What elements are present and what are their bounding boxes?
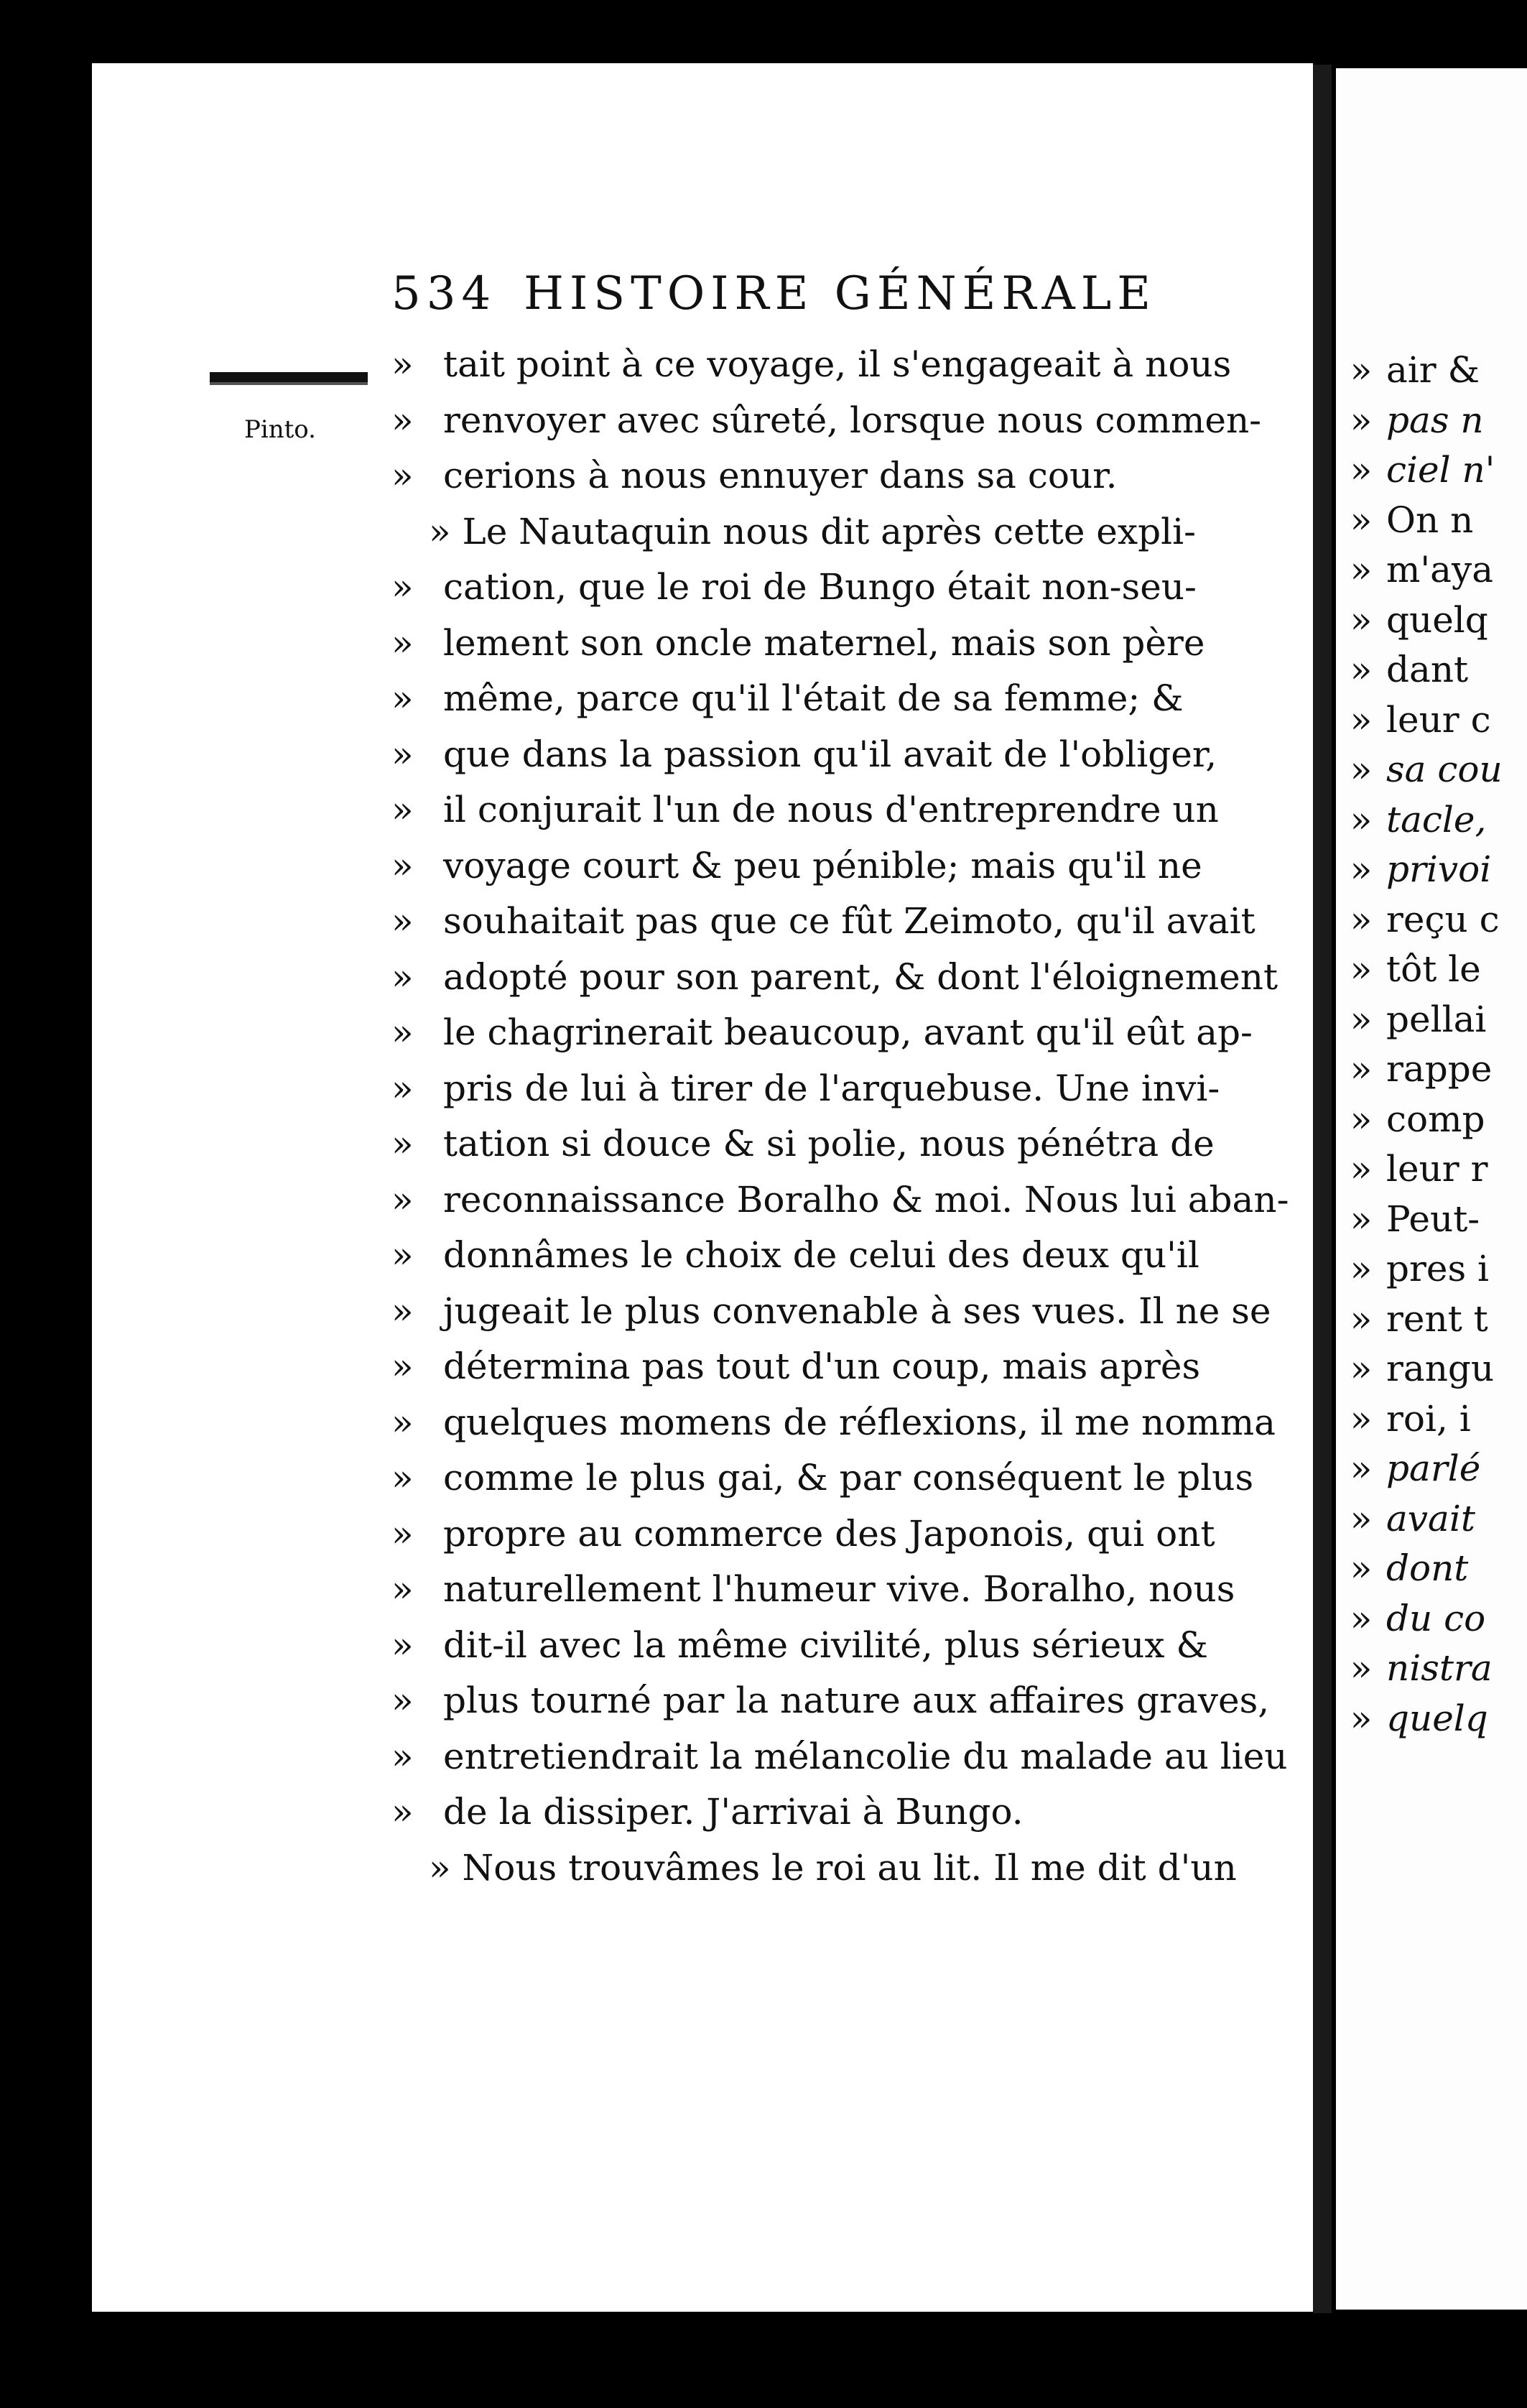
- line-text: tation si douce & si polie, nous pénétra de: [443, 1123, 1215, 1164]
- right-text-line: [1336, 395, 1527, 445]
- text-line: [391, 1674, 1275, 1727]
- line-text: plus tourné par la nature aux affaires graves,: [443, 1680, 1270, 1721]
- text-line: [391, 1117, 1275, 1170]
- text-line: [391, 338, 1275, 391]
- quote-mark: »: [391, 1568, 414, 1610]
- quote-mark: »: [1350, 898, 1373, 940]
- line-text: renvoyer avec sûreté, lorsque nous commen-: [443, 399, 1262, 441]
- line-text: » Le Nautaquin nous dit après cette expli-: [429, 510, 1196, 552]
- line-text: pas n: [1386, 399, 1484, 441]
- quote-mark: »: [391, 399, 414, 441]
- right-text-line: [1336, 495, 1527, 545]
- line-text: comp: [1386, 1098, 1485, 1140]
- quote-mark: »: [391, 1067, 414, 1109]
- right-text-line: [1336, 445, 1527, 495]
- line-text: quelq: [1386, 1697, 1488, 1739]
- quote-mark: »: [1350, 749, 1373, 790]
- quote-mark: »: [391, 1234, 414, 1276]
- quote-mark: »: [391, 1178, 414, 1221]
- line-text: rangu: [1386, 1348, 1495, 1389]
- right-text-line: [1336, 944, 1527, 994]
- right-text-line: [1336, 894, 1527, 945]
- text-line: [391, 783, 1275, 836]
- line-text: tôt le: [1386, 948, 1481, 990]
- quote-mark: »: [391, 1011, 414, 1053]
- line-text: même, parce qu'il l'était de sa femme; &: [443, 677, 1184, 719]
- quote-mark: »: [1350, 1647, 1373, 1689]
- text-line: [391, 1451, 1275, 1504]
- line-text: pris de lui à tirer de l'arquebuse. Une invi-: [443, 1067, 1220, 1109]
- right-text-line: [1336, 1394, 1527, 1444]
- quote-mark: »: [1350, 649, 1373, 690]
- line-text: leur c: [1386, 698, 1491, 741]
- quote-mark: »: [391, 1735, 414, 1777]
- quote-mark: »: [1350, 1597, 1373, 1639]
- line-text: comme le plus gai, & par conséquent le plus: [443, 1457, 1254, 1499]
- text-line: [391, 1340, 1275, 1393]
- right-text-line: [1336, 595, 1527, 645]
- line-text: jugeait le plus convenable à ses vues. Il ne se: [443, 1289, 1271, 1332]
- line-text: souhaitait pas que ce fût Zeimoto, qu'il avait: [443, 900, 1256, 942]
- line-text: du co: [1386, 1597, 1486, 1639]
- line-text: naturellement l'humeur vive. Boralho, nous: [443, 1568, 1235, 1610]
- quote-mark: »: [1350, 1448, 1373, 1489]
- text-line: [391, 1730, 1288, 1783]
- right-page: [1336, 68, 1527, 2310]
- text-line: [391, 1228, 1275, 1282]
- right-text-line: [1336, 1693, 1527, 1744]
- line-text: pres i: [1386, 1248, 1490, 1289]
- quote-mark: »: [1350, 998, 1373, 1040]
- line-text: leur r: [1386, 1148, 1488, 1190]
- quote-mark: »: [391, 1123, 414, 1164]
- line-text: détermina pas tout d'un coup, mais après: [443, 1346, 1201, 1387]
- quote-mark: »: [391, 900, 414, 942]
- line-text: de la dissiper. J'arrivai à Bungo.: [443, 1791, 1024, 1833]
- quote-mark: »: [1350, 499, 1373, 541]
- line-text: nistra: [1386, 1647, 1493, 1689]
- quote-mark: »: [391, 1791, 414, 1833]
- line-text: dant: [1386, 649, 1469, 690]
- quote-mark: »: [391, 844, 414, 886]
- line-text: avait: [1386, 1497, 1475, 1539]
- right-text-line: [1336, 1044, 1527, 1094]
- text-line: [391, 1006, 1275, 1059]
- text-line: [391, 894, 1275, 948]
- quote-mark: »: [391, 455, 414, 496]
- quote-mark: »: [1350, 1697, 1373, 1739]
- quote-mark: »: [1350, 798, 1373, 841]
- right-text-line: [1336, 1543, 1527, 1593]
- quote-mark: »: [391, 1512, 414, 1555]
- line-text: tait point à ce voyage, il s'engageait à nous: [443, 343, 1232, 385]
- line-text: reçu c: [1386, 898, 1500, 940]
- line-text: On n: [1386, 499, 1474, 541]
- book-gutter: [1313, 65, 1332, 2313]
- quote-mark: »: [1350, 1397, 1373, 1440]
- quote-mark: »: [391, 621, 414, 664]
- right-text-line: [1336, 1443, 1527, 1494]
- right-text-line: [1336, 1294, 1527, 1344]
- quote-mark: »: [391, 1457, 414, 1499]
- right-text-line: [1336, 1244, 1527, 1294]
- quote-mark: »: [1350, 1248, 1373, 1289]
- right-text-line: [1336, 345, 1527, 395]
- text-line: [391, 672, 1275, 725]
- text-line: [391, 1284, 1275, 1338]
- text-line: [391, 728, 1275, 781]
- right-text-line: [1336, 1593, 1527, 1644]
- quote-mark: »: [391, 1289, 414, 1332]
- line-text: rent t: [1386, 1297, 1488, 1340]
- right-text-line: [1336, 1094, 1527, 1144]
- line-text: adopté pour son parent, & dont l'éloignement: [443, 955, 1278, 998]
- quote-mark: »: [391, 733, 414, 775]
- right-text-line: [1336, 1343, 1527, 1394]
- text-line: [391, 950, 1278, 1004]
- right-text-line: [1336, 795, 1527, 845]
- line-text: quelq: [1386, 598, 1488, 641]
- text-line: [391, 616, 1275, 670]
- page-number: 534: [391, 267, 497, 320]
- text-line: [391, 1841, 1275, 1894]
- text-line: [391, 1062, 1275, 1115]
- quote-mark: »: [1350, 349, 1373, 391]
- quote-mark: »: [1350, 1198, 1373, 1240]
- line-text: roi, i: [1386, 1397, 1471, 1440]
- line-text: » Nous trouvâmes le roi au lit. Il me dit d'un: [429, 1846, 1237, 1889]
- text-line: [391, 1396, 1275, 1449]
- line-text: rappe: [1386, 1048, 1493, 1090]
- text-line: [391, 1619, 1275, 1672]
- line-text: reconnaissance Boralho & moi. Nous lui aban-: [443, 1178, 1289, 1221]
- quote-mark: »: [1350, 1497, 1373, 1539]
- text-line: [391, 449, 1275, 502]
- right-text-line: [1336, 1494, 1527, 1544]
- running-head-title: HISTOIRE GÉNÉRALE: [524, 267, 1156, 320]
- line-text: ciel n': [1386, 449, 1495, 491]
- quote-mark: »: [391, 789, 414, 830]
- right-text-line: [1336, 695, 1527, 745]
- quote-mark: »: [391, 566, 414, 608]
- line-text: dit-il avec la même civilité, plus sérieux &: [443, 1624, 1208, 1666]
- text-line: [391, 394, 1275, 447]
- line-text: privoi: [1386, 848, 1492, 890]
- quote-mark: »: [391, 677, 414, 719]
- quote-mark: »: [391, 1401, 414, 1443]
- line-text: Peut-: [1386, 1198, 1480, 1240]
- quote-mark: »: [1350, 698, 1373, 741]
- quote-mark: »: [391, 955, 414, 998]
- quote-mark: »: [1350, 1297, 1373, 1340]
- right-text-line: [1336, 545, 1527, 595]
- quote-mark: »: [1350, 1547, 1373, 1589]
- right-text-line: [1336, 1194, 1527, 1244]
- text-line: [391, 1507, 1275, 1560]
- running-header: [391, 267, 1156, 320]
- text-line: [391, 839, 1275, 892]
- line-text: air &: [1386, 349, 1480, 391]
- line-text: il conjurait l'un de nous d'entreprendre un: [443, 789, 1219, 830]
- quote-mark: »: [1350, 848, 1373, 890]
- quote-mark: »: [1350, 948, 1373, 990]
- text-line: [391, 505, 1275, 558]
- quote-mark: »: [1350, 449, 1373, 491]
- margin-rule: [210, 372, 368, 385]
- line-text: le chagrinerait beaucoup, avant qu'il eût ap-: [443, 1011, 1253, 1053]
- quote-mark: »: [1350, 1348, 1373, 1389]
- quote-mark: »: [1350, 549, 1373, 591]
- line-text: dont: [1386, 1547, 1469, 1589]
- line-text: que dans la passion qu'il avait de l'obliger,: [443, 733, 1217, 775]
- line-text: quelques momens de réflexions, il me nomma: [443, 1401, 1276, 1443]
- quote-mark: »: [1350, 1098, 1373, 1140]
- quote-mark: »: [391, 1346, 414, 1387]
- line-text: propre au commerce des Japonois, qui ont: [443, 1512, 1215, 1555]
- quote-mark: »: [1350, 1048, 1373, 1090]
- right-text-line: [1336, 1144, 1527, 1194]
- line-text: m'aya: [1386, 549, 1494, 591]
- quote-mark: »: [1350, 399, 1373, 441]
- text-line: [391, 1173, 1289, 1226]
- line-text: sa cou: [1386, 749, 1503, 790]
- text-line: [391, 1562, 1275, 1616]
- quote-mark: »: [391, 343, 414, 385]
- quote-mark: »: [1350, 1148, 1373, 1190]
- right-text-line: [1336, 1643, 1527, 1693]
- line-text: pellai: [1386, 998, 1487, 1040]
- quote-mark: »: [391, 1680, 414, 1721]
- text-line: [391, 1785, 1275, 1838]
- line-text: tacle,: [1386, 798, 1487, 841]
- text-line: [391, 560, 1275, 613]
- right-text-line: [1336, 644, 1527, 695]
- line-text: donnâmes le choix de celui des deux qu'il: [443, 1234, 1199, 1276]
- right-text-line: [1336, 994, 1527, 1045]
- line-text: voyage court & peu pénible; mais qu'il ne: [443, 844, 1202, 886]
- line-text: entretiendrait la mélancolie du malade au lieu: [443, 1735, 1288, 1777]
- line-text: cerions à nous ennuyer dans sa cour.: [443, 455, 1118, 496]
- line-text: lement son oncle maternel, mais son père: [443, 621, 1205, 664]
- right-text-line: [1336, 744, 1527, 795]
- quote-mark: »: [1350, 598, 1373, 641]
- margin-note: Pinto.: [244, 415, 316, 444]
- quote-mark: »: [391, 1624, 414, 1666]
- right-text-line: [1336, 844, 1527, 894]
- line-text: parlé: [1386, 1448, 1481, 1489]
- line-text: cation, que le roi de Bungo était non-seu-: [443, 566, 1197, 608]
